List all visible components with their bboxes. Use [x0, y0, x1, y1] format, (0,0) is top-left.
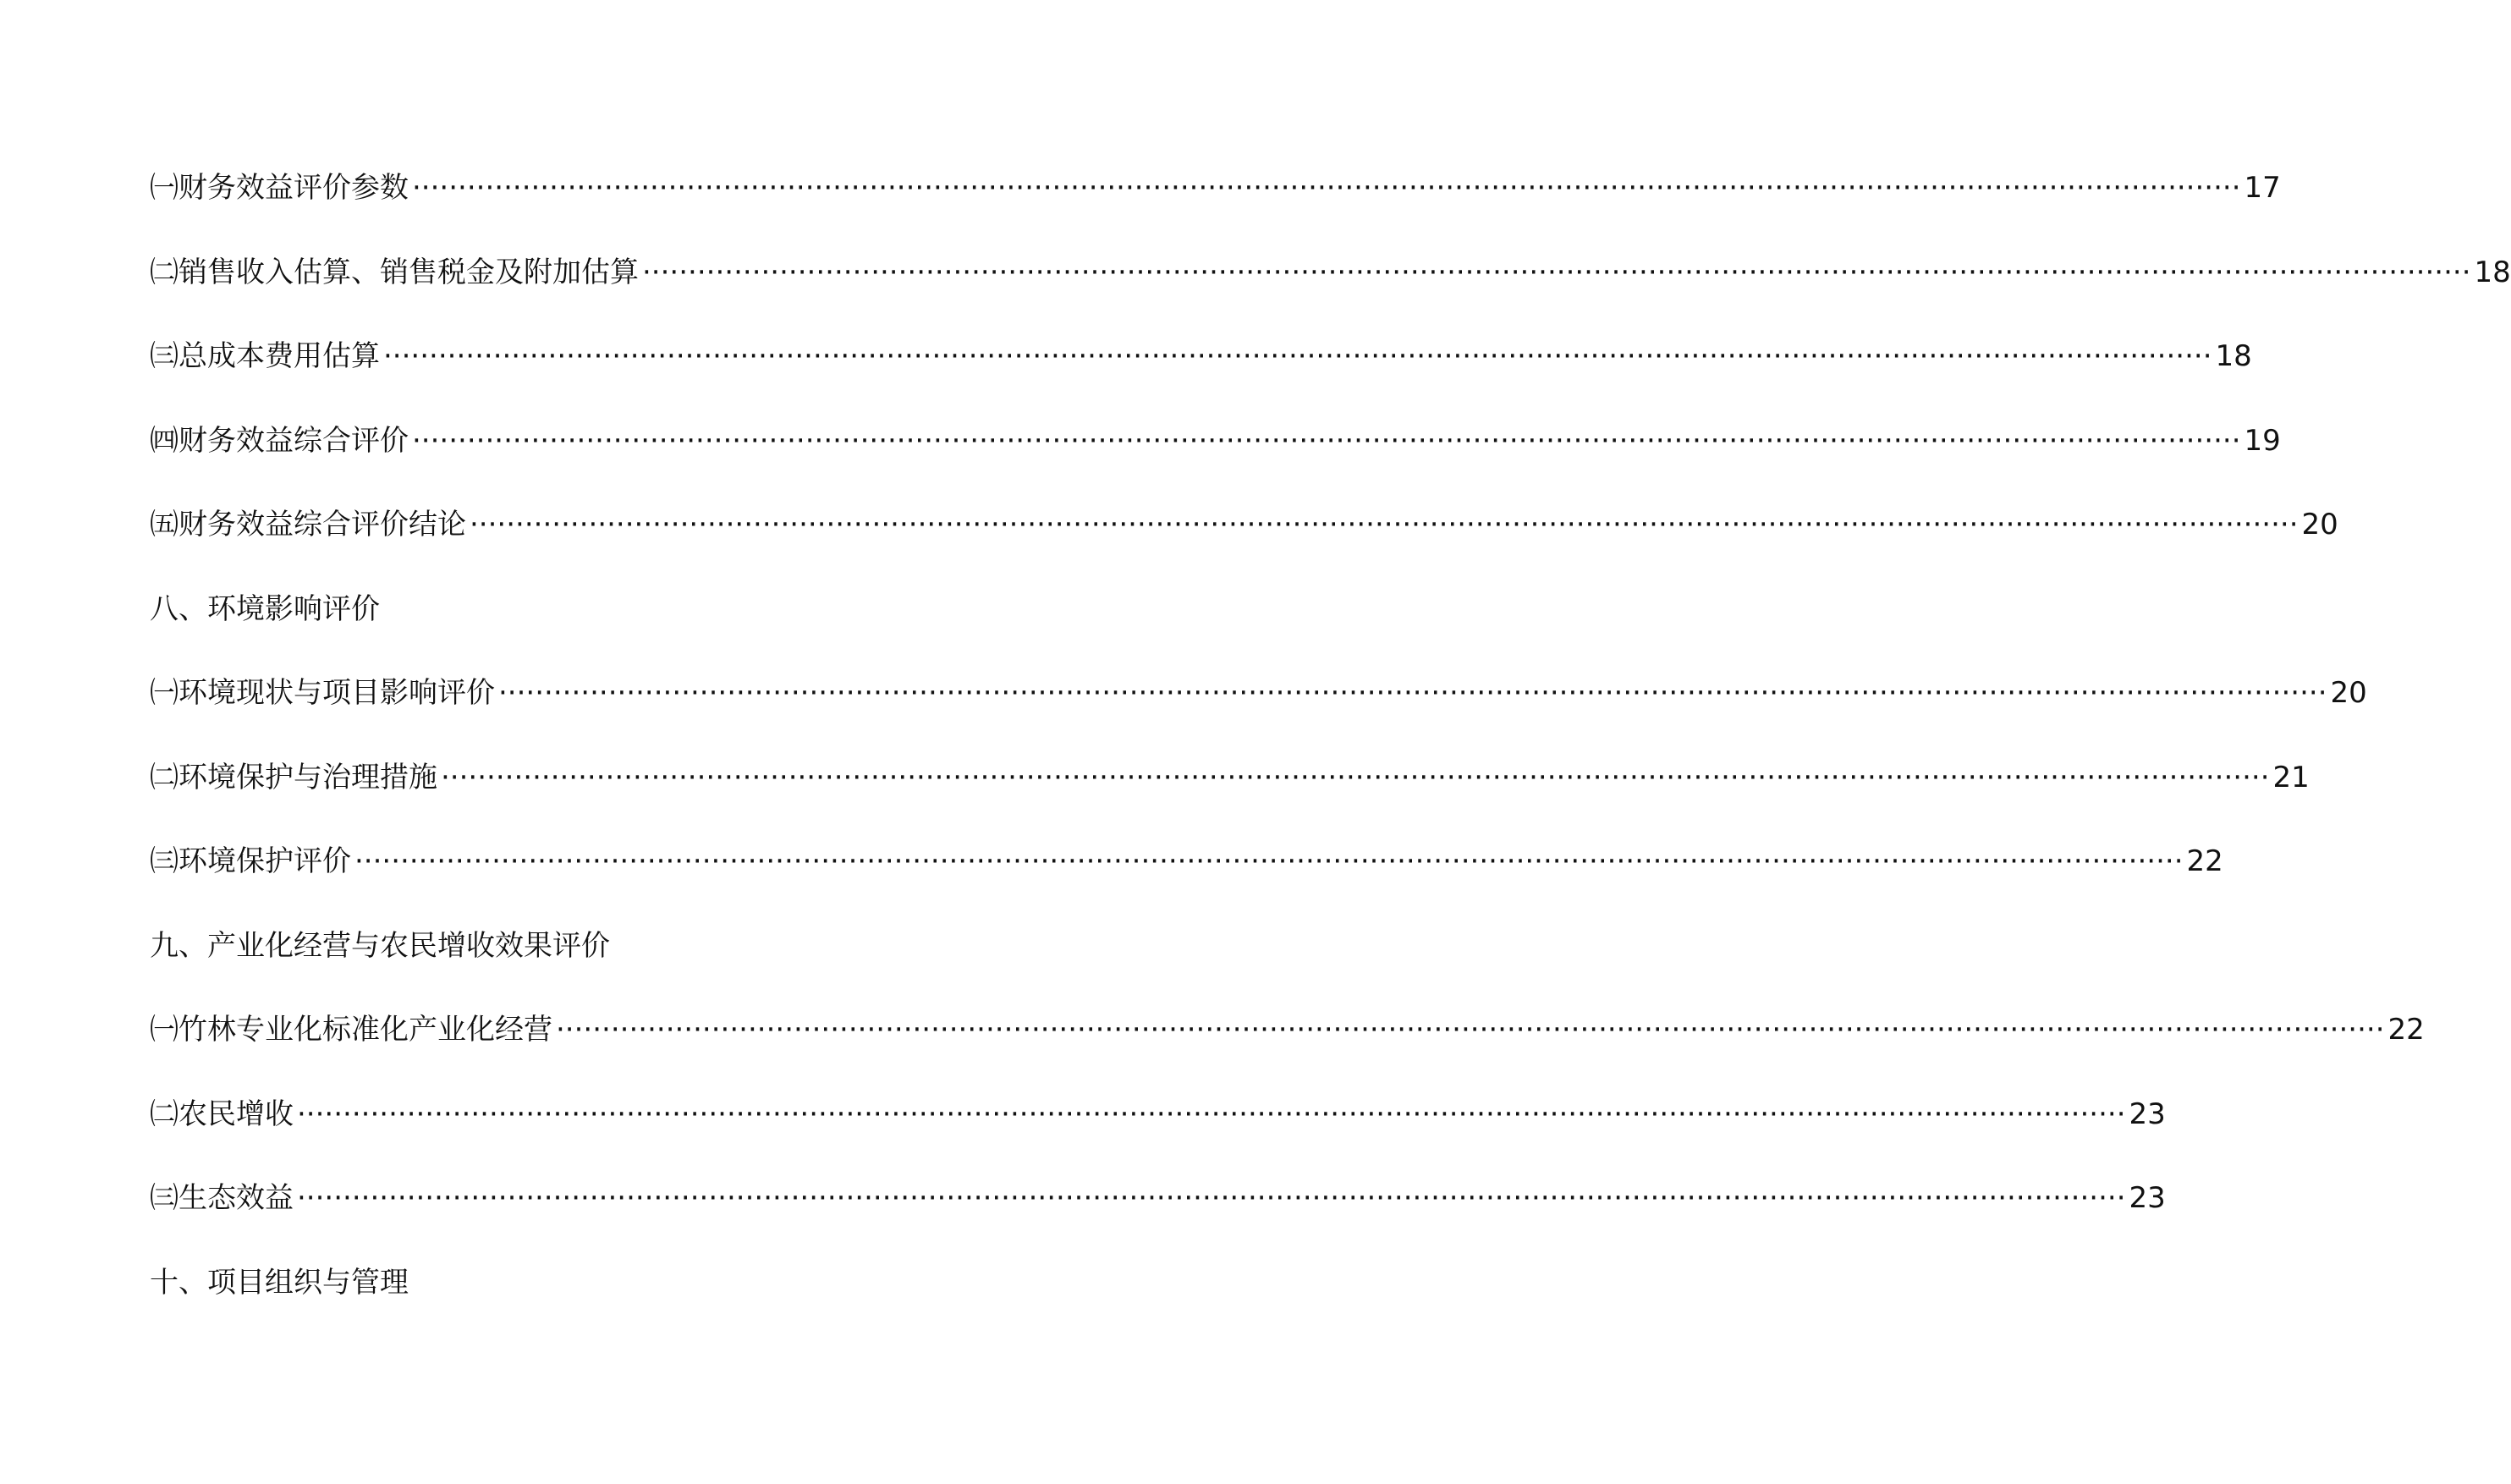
toc-entry-label: ㈢总成本费用估算	[150, 339, 380, 373]
toc-entry-label: ㈠财务效益评价参数	[150, 171, 409, 205]
toc-dot-leader: ········································································································································································································	[412, 423, 2241, 458]
toc-dot-leader: ········································································································································································································	[354, 844, 2184, 878]
toc-entry-page: 20	[2301, 508, 2338, 541]
toc-entry[interactable]	[150, 673, 2367, 757]
toc-entry-page: 19	[2244, 423, 2281, 458]
toc-entry-label: ㈡环境保护与治理措施	[150, 760, 437, 794]
toc-section-heading[interactable]	[150, 589, 860, 673]
toc-dot-leader: ········································································································································································································	[297, 1097, 2126, 1131]
toc-entry-page: 18	[2474, 255, 2511, 289]
toc-entry-label: ㈣财务效益综合评价	[150, 423, 409, 458]
toc-entry-label: ㈡销售收入估算、销售税金及附加估算	[150, 255, 639, 289]
toc-entry-page: 18	[2215, 339, 2252, 373]
toc-entry[interactable]	[150, 336, 2252, 420]
toc-section-label: 十、项目组织与管理	[150, 1265, 409, 1300]
toc-entry[interactable]	[150, 841, 2223, 926]
toc-dot-leader: ········································································································································································································	[383, 339, 2212, 373]
toc-entry[interactable]	[150, 168, 2281, 252]
toc-entry-page: 17	[2244, 171, 2281, 205]
toc-entry[interactable]	[150, 420, 2281, 505]
toc-entry-page: 23	[2129, 1097, 2166, 1131]
toc-dot-leader: ········································································································································································································	[412, 171, 2241, 205]
toc-dot-leader: ········································································································································································································	[498, 676, 2327, 710]
toc-entry-page: 20	[2330, 676, 2367, 710]
toc-entry-label: ㈠环境现状与项目影响评价	[150, 676, 495, 710]
toc-entry[interactable]	[150, 1094, 2166, 1179]
table-of-contents	[150, 168, 2511, 1346]
toc-dot-leader: ········································································································································································································	[441, 760, 2270, 794]
toc-entry-page: 22	[2387, 1013, 2425, 1047]
toc-section-label: 八、环境影响评价	[150, 591, 380, 626]
toc-entry-page: 23	[2129, 1181, 2166, 1215]
toc-dot-leader: ········································································································································································································	[642, 255, 2471, 289]
toc-entry-label: ㈢生态效益	[150, 1181, 294, 1215]
toc-entry-label: ㈢环境保护评价	[150, 844, 351, 878]
toc-entry[interactable]	[150, 757, 2310, 842]
toc-entry[interactable]	[150, 252, 2511, 337]
toc-entry-label: ㈤财务效益综合评价结论	[150, 508, 466, 541]
toc-entry[interactable]	[150, 1178, 2166, 1262]
toc-entry-label: ㈠竹林专业化标准化产业化经营	[150, 1013, 552, 1047]
toc-entry-page: 22	[2186, 844, 2223, 878]
toc-dot-leader: ········································································································································································································	[556, 1013, 2385, 1047]
toc-section-heading[interactable]	[150, 1262, 860, 1347]
toc-section-label: 九、产业化经营与农民增收效果评价	[150, 928, 610, 963]
toc-entry[interactable]	[150, 1009, 2425, 1094]
toc-entry[interactable]	[150, 504, 2338, 589]
toc-section-heading[interactable]	[150, 926, 860, 1010]
toc-dot-leader: ········································································································································································································	[297, 1181, 2126, 1215]
toc-dot-leader: ········································································································································································································	[470, 508, 2299, 541]
toc-entry-page: 21	[2272, 760, 2310, 794]
toc-entry-label: ㈡农民增收	[150, 1097, 294, 1131]
